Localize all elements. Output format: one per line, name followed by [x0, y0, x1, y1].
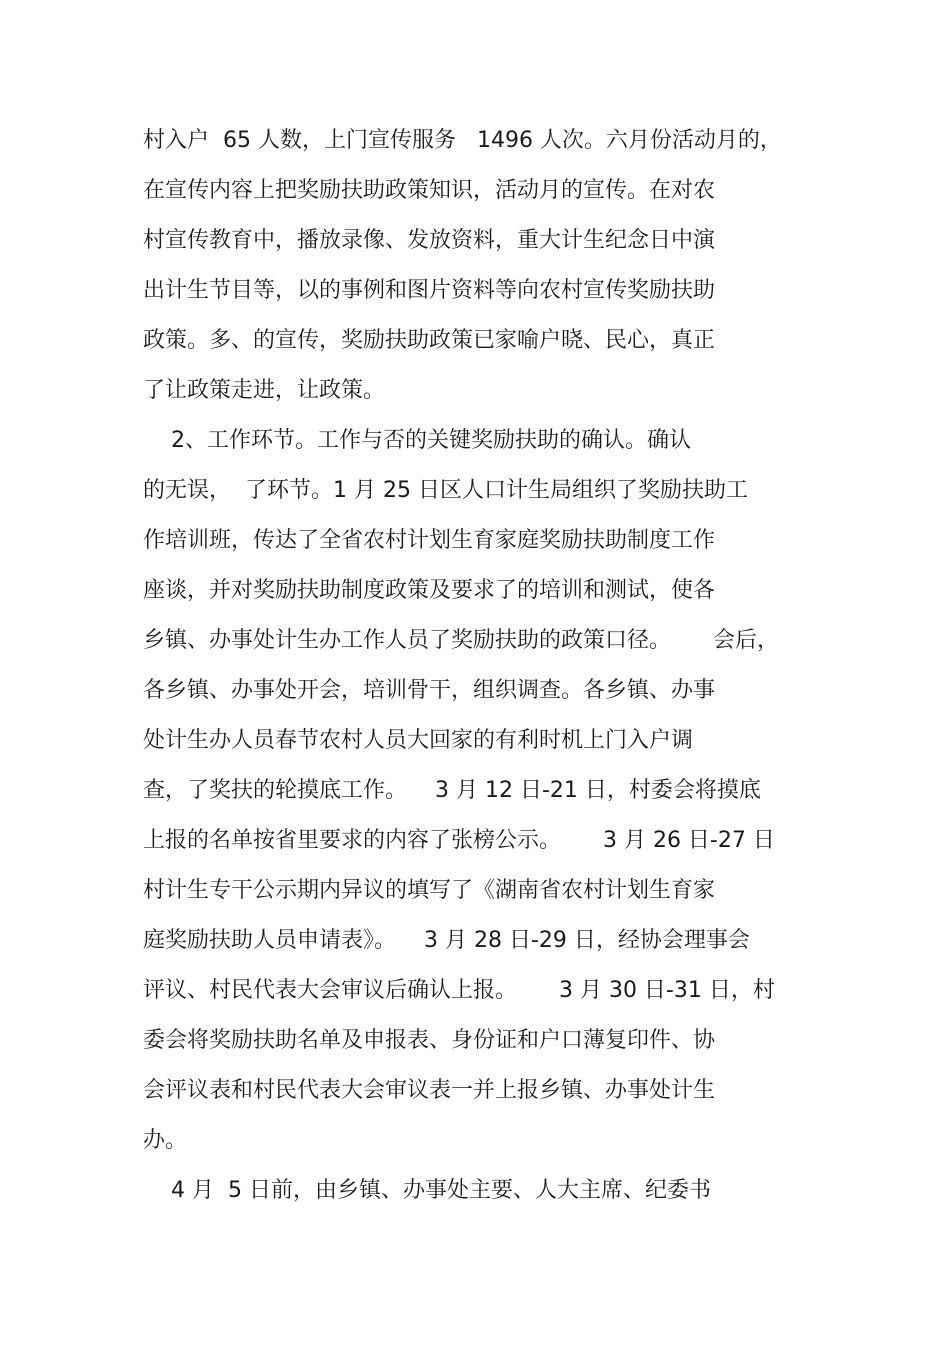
text-line: 上报的名单按省里要求的内容了张榜公示。 3 月 26 日-27 日	[143, 828, 775, 853]
text-line: 评议、村民代表大会审议后确认上报。 3 月 30 日-31 日，村	[143, 978, 775, 1003]
text-line: 座谈，并对奖励扶助制度政策及要求了的培训和测试，使各	[143, 578, 716, 603]
text-line: 庭奖励扶助人员申请表》。 3 月 28 日-29 日，经协会理事会	[143, 928, 750, 953]
text-line: 办。	[143, 1128, 188, 1153]
text-line: 作培训班，传达了全省农村计划生育家庭奖励扶助制度工作	[143, 528, 716, 553]
text-line: 村宣传教育中，播放录像、发放资料，重大计生纪念日中演	[143, 228, 716, 253]
text-line: 2、工作环节。工作与否的关键奖励扶助的确认。确认	[143, 428, 691, 453]
text-line: 的无误， 了环节。1 月 25 日区人口计生局组织了奖励扶助工	[143, 478, 748, 503]
text-line: 4 月 5 日前，由乡镇、办事处主要、人大主席、纪委书	[143, 1178, 711, 1203]
text-line: 乡镇、办事处计生办工作人员了奖励扶助的政策口径。 会后，	[143, 628, 779, 653]
text-line: 委会将奖励扶助名单及申报表、身份证和户口薄复印件、协	[143, 1028, 716, 1053]
text-line: 在宣传内容上把奖励扶助政策知识，活动月的宣传。在对农	[143, 178, 716, 203]
text-line: 政策。多、的宣传，奖励扶助政策已家喻户晓、民心，真正	[143, 328, 716, 353]
text-line: 村计生专干公示期内异议的填写了《湖南省农村计划生育家	[143, 878, 716, 903]
text-line: 会评议表和村民代表大会审议表一并上报乡镇、办事处计生	[143, 1078, 716, 1103]
text-line: 各乡镇、办事处开会，培训骨干，组织调查。各乡镇、办事	[143, 678, 716, 703]
text-line: 查，了奖扶的轮摸底工作。 3 月 12 日-21 日，村委会将摸底	[143, 778, 761, 803]
text-line: 村入户 65 人数，上门宣传服务 1496 人次。六月份活动月的，	[143, 128, 782, 153]
text-line: 出计生节目等，以的事例和图片资料等向农村宣传奖励扶助	[143, 278, 716, 303]
text-line: 了让政策走进，让政策。	[143, 378, 386, 403]
text-line: 处计生办人员春节农村人员大回家的有利时机上门入户调	[143, 728, 694, 753]
